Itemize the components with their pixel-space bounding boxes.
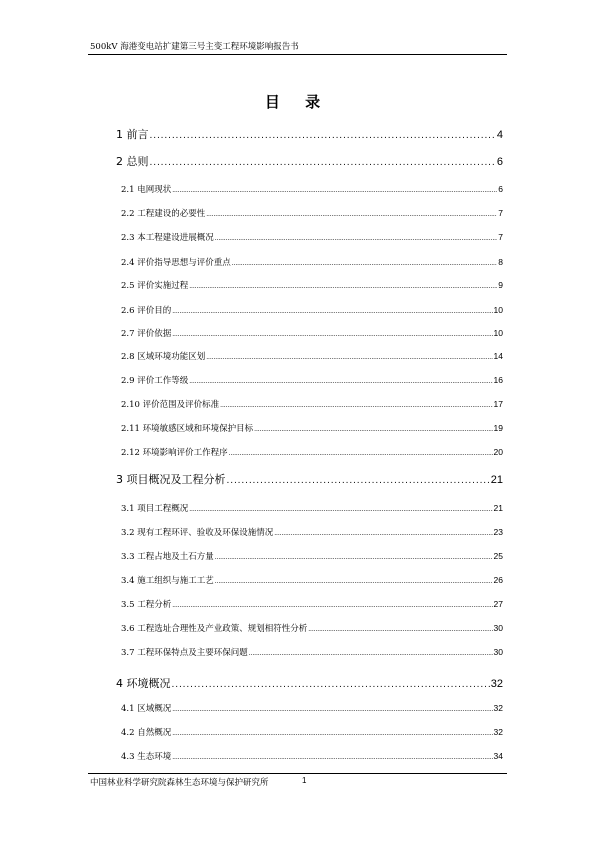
toc-entry-label: 2.2 工程建设的必要性 — [121, 209, 206, 219]
toc-entry[interactable] — [116, 702, 503, 714]
toc-entry-label: 2.9 评价工作等级 — [121, 376, 189, 386]
toc-entry-label: 4.2 自然概况 — [121, 728, 172, 738]
toc-entry-page: 9 — [498, 280, 503, 290]
toc-entry-page: 16 — [493, 375, 503, 385]
toc-entry[interactable] — [116, 153, 503, 169]
toc-entry[interactable] — [116, 422, 503, 434]
toc-entry[interactable] — [116, 726, 503, 738]
toc-entry[interactable] — [116, 598, 503, 610]
toc-dot-leader — [172, 308, 492, 315]
toc-dot-leader — [249, 650, 493, 657]
toc-entry[interactable] — [116, 550, 503, 562]
toc-entry[interactable] — [116, 446, 503, 458]
toc-entry-label: 3 项目概况及工程分析 — [116, 473, 226, 486]
toc-entry-page: 34 — [493, 751, 503, 761]
toc-entry-page: 21 — [490, 474, 503, 486]
toc-entry-label: 3.3 工程占地及土石方量 — [121, 552, 214, 562]
toc-entry[interactable] — [116, 327, 503, 339]
toc-entry-page: 27 — [493, 599, 503, 609]
toc-dot-leader — [150, 131, 496, 141]
toc-dot-leader — [172, 187, 497, 194]
toc-entry[interactable] — [116, 471, 503, 487]
toc-entry-label: 3.1 项目工程概况 — [121, 504, 189, 514]
toc-dot-leader — [254, 426, 492, 433]
toc-entry[interactable] — [116, 374, 503, 386]
toc-entry-label: 3.2 现有工程环评、验收及环保设施情况 — [121, 528, 274, 538]
toc-entry-page: 8 — [498, 257, 503, 267]
toc-entry-page: 20 — [493, 447, 503, 457]
toc-entry[interactable] — [116, 622, 503, 634]
toc-dot-leader — [215, 578, 493, 585]
toc-dot-leader — [172, 680, 490, 690]
toc-entry-label: 2.11 环境敏感区域和环境保护目标 — [121, 424, 254, 434]
running-header-title: 500kV 海港变电站扩建第三号主变工程环境影响报告书 — [90, 42, 299, 52]
toc-entry[interactable] — [116, 304, 503, 316]
toc-entry-page: 10 — [493, 328, 503, 338]
toc-entry-page: 30 — [493, 623, 503, 633]
toc-entry-page: 32 — [493, 727, 503, 737]
toc-dot-leader — [232, 260, 498, 267]
toc-entry-page: 4 — [496, 129, 503, 141]
toc-dot-leader — [189, 378, 492, 385]
toc-dot-leader — [150, 158, 496, 168]
toc-entry-label: 2 总则 — [116, 155, 149, 168]
toc-entry-page: 10 — [493, 305, 503, 315]
toc-entry-page: 32 — [493, 703, 503, 713]
toc-entry[interactable] — [116, 279, 503, 291]
toc-dot-leader — [206, 354, 492, 361]
toc-entry[interactable] — [116, 750, 503, 762]
toc-dot-leader — [172, 602, 492, 609]
toc-entry-label: 1 前言 — [116, 128, 149, 141]
toc-entry-page: 6 — [496, 156, 503, 168]
toc-entry[interactable] — [116, 574, 503, 586]
toc-dot-leader — [172, 706, 492, 713]
toc-entry[interactable] — [116, 646, 503, 658]
toc-entry-label: 3.6 工程选址合理性及产业政策、规划相符性分析 — [121, 624, 308, 634]
toc-entry-page: 30 — [493, 647, 503, 657]
toc-dot-leader — [215, 235, 498, 242]
toc-dot-leader — [215, 554, 493, 561]
toc-entry-label: 2.5 评价实施过程 — [121, 281, 189, 291]
toc-dot-leader — [172, 730, 492, 737]
footer-divider — [88, 773, 507, 774]
toc-entry[interactable] — [116, 207, 503, 219]
toc-entry[interactable] — [116, 675, 503, 691]
toc-entry-page: 17 — [493, 399, 503, 409]
toc-entry[interactable] — [116, 502, 503, 514]
toc-entry-page: 6 — [498, 184, 503, 194]
toc-entry-label: 4 环境概况 — [116, 677, 171, 690]
toc-entry-page: 25 — [493, 551, 503, 561]
toc-entry-label: 2.1 电网现状 — [121, 185, 172, 195]
toc-entry[interactable] — [116, 231, 503, 243]
toc-dot-leader — [274, 530, 492, 537]
toc-entry-label: 2.4 评价指导思想与评价重点 — [121, 258, 231, 268]
toc-entry-page: 7 — [498, 208, 503, 218]
toc-entry-label: 3.7 工程环保特点及主要环保问题 — [121, 648, 248, 658]
toc-entry-page: 19 — [493, 423, 503, 433]
toc-entry[interactable] — [116, 350, 503, 362]
toc-dot-leader — [206, 211, 497, 218]
toc-dot-leader — [308, 626, 492, 633]
toc-dot-leader — [220, 402, 492, 409]
toc-heading: 目 录 — [264, 93, 331, 111]
toc-entry-label: 2.7 评价依据 — [121, 329, 172, 339]
toc-entry-label: 2.6 评价目的 — [121, 306, 172, 316]
toc-dot-leader — [172, 331, 492, 338]
toc-entry-page: 7 — [498, 232, 503, 242]
toc-entry[interactable] — [116, 398, 503, 410]
toc-entry-page: 23 — [493, 527, 503, 537]
toc-entry-label: 2.3 本工程建设进展概况 — [121, 233, 214, 243]
toc-dot-leader — [189, 283, 497, 290]
toc-entry-label: 4.3 生态环境 — [121, 752, 172, 762]
toc-dot-leader — [227, 476, 490, 486]
toc-entry-label: 4.1 区域概况 — [121, 704, 172, 714]
toc-entry[interactable] — [116, 526, 503, 538]
toc-entry-label: 2.12 环境影响评价工作程序 — [121, 448, 228, 458]
toc-entry-label: 2.8 区域环境功能区划 — [121, 352, 206, 362]
footer-page-number: 1 — [302, 776, 307, 785]
toc-entry-page: 32 — [490, 678, 503, 690]
toc-dot-leader — [172, 754, 492, 761]
toc-entry-label: 3.4 施工组织与施工工艺 — [121, 576, 214, 586]
toc-dot-leader — [229, 450, 493, 457]
toc-entry[interactable] — [116, 256, 503, 268]
toc-entry[interactable] — [116, 126, 503, 142]
toc-entry-page: 14 — [493, 351, 503, 361]
footer-organization: 中国林业科学研究院森林生态环境与保护研究所 — [90, 778, 269, 788]
toc-entry-label: 3.5 工程分析 — [121, 600, 172, 610]
toc-entry[interactable] — [116, 183, 503, 195]
toc-dot-leader — [189, 506, 492, 513]
header-divider — [88, 54, 507, 55]
toc-entry-page: 26 — [493, 575, 503, 585]
toc-entry-label: 2.10 评价范围及评价标准 — [121, 400, 220, 410]
toc-entry-page: 21 — [493, 503, 503, 513]
